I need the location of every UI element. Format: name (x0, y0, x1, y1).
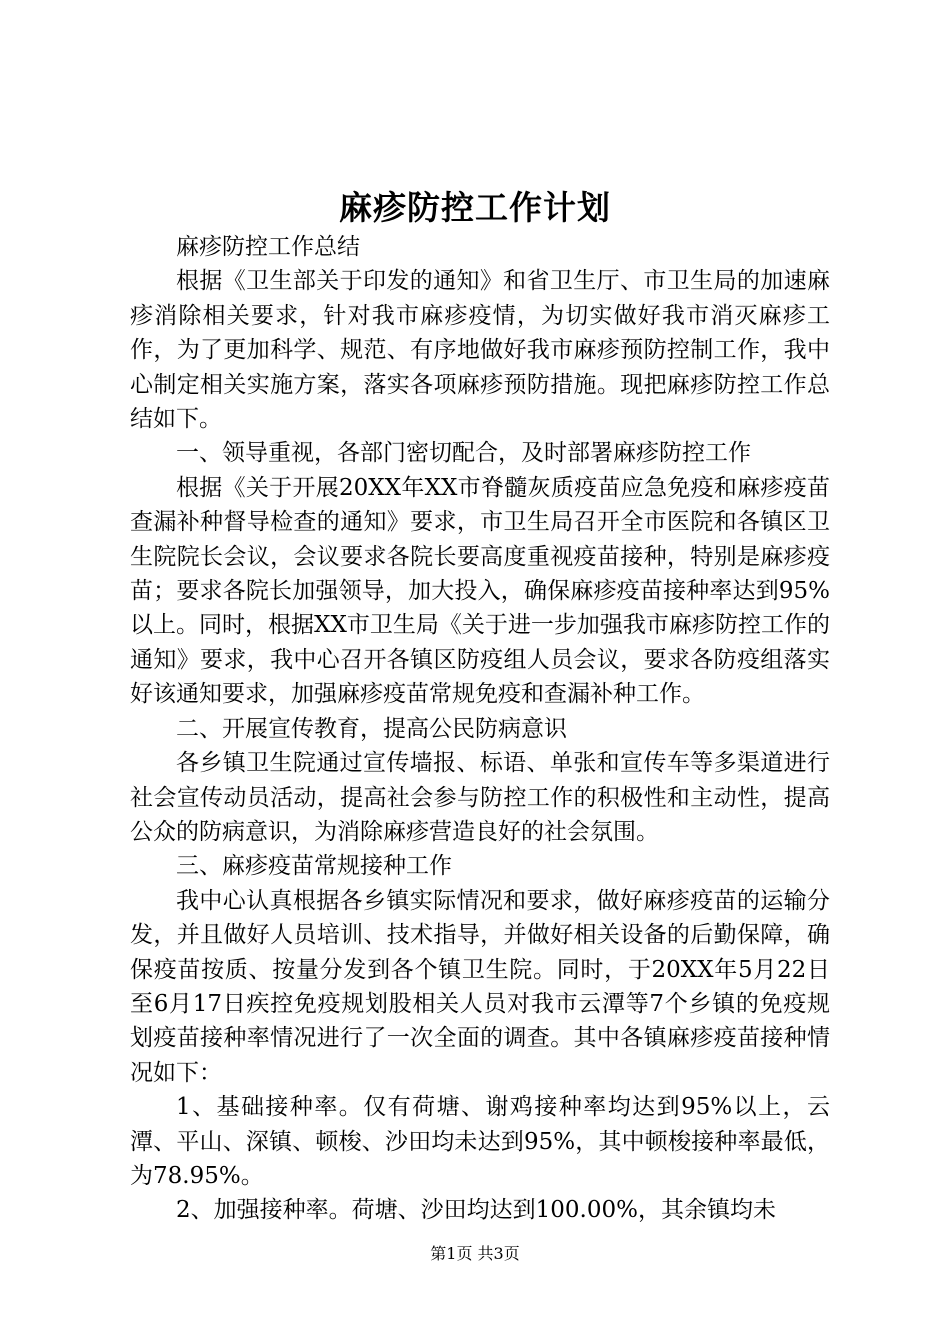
paragraph-subtitle: 麻疹防控工作总结 (176, 234, 360, 260)
document-title: 麻疹防控工作计划 (339, 188, 611, 227)
document-body (130, 230, 830, 1228)
paragraph-section-1: 根据《关于开展20XX年XX市脊髓灰质疫苗应急免疫和麻疹疫苗查漏补种督导检查的通知》要求，市卫生局召开全市医院和各镇区卫生院院长会议，会议要求各院长要高度重视疫苗接种，特别是麻疹疫苗；要求各院长加强领导，加大投入，确保麻疹疫苗接种率达到95%以上。同时，根据XX市卫生局《关于进一步加强我市麻疹防控工作的通知》要求，我中心召开各镇区防疫组人员会议，要求各防疫组落实好该通知要求，加强麻疹疫苗常规免疫和查漏补种工作。 (130, 474, 830, 708)
page-footer: 第1页 共3页 (430, 1244, 520, 1263)
paragraph-booster-rate: 2、加强接种率。荷塘、沙田均达到100.00%，其余镇均未 (176, 1197, 776, 1224)
paragraph-intro: 根据《卫生部关于印发的通知》和省卫生厅、市卫生局的加速麻疹消除相关要求，针对我市麻疹疫情，为切实做好我市消灭麻疹工作，为了更加科学、规范、有序地做好我市麻疹预防控制工作，我中心制定相关实施方案，落实各项麻疹预防措施。现把麻疹防控工作总结如下。 (130, 268, 830, 433)
paragraph-section-2: 各乡镇卫生院通过宣传墙报、标语、单张和宣传车等多渠道进行社会宣传动员活动，提高社会参与防控工作的积极性和主动性，提高公众的防病意识，为消除麻疹营造良好的社会氛围。 (130, 750, 830, 845)
section-heading-1: 一、领导重视，各部门密切配合，及时部署麻疹防控工作 (176, 440, 751, 467)
paragraph-basic-rate: 1、基础接种率。仅有荷塘、谢鸡接种率均达到95%以上，云潭、平山、深镇、顿梭、沙田均未达到95%，其中顿梭接种率最低，为78.95%。 (130, 1094, 830, 1189)
section-heading-3: 三、麻疹疫苗常规接种工作 (176, 853, 452, 880)
section-heading-2: 二、开展宣传教育，提高公民防病意识 (176, 715, 567, 742)
paragraph-section-3: 我中心认真根据各乡镇实际情况和要求，做好麻疹疫苗的运输分发，并且做好人员培训、技术指导，并做好相关设备的后勤保障，确保疫苗按质、按量分发到各个镇卫生院。同时，于20XX年5月22日至6月17日疾控免疫规划股相关人员对我市云潭等7个乡镇的免疫规划疫苗接种率情况进行了一次全面的调查。其中各镇麻疹疫苗接种情况如下： (130, 887, 830, 1086)
